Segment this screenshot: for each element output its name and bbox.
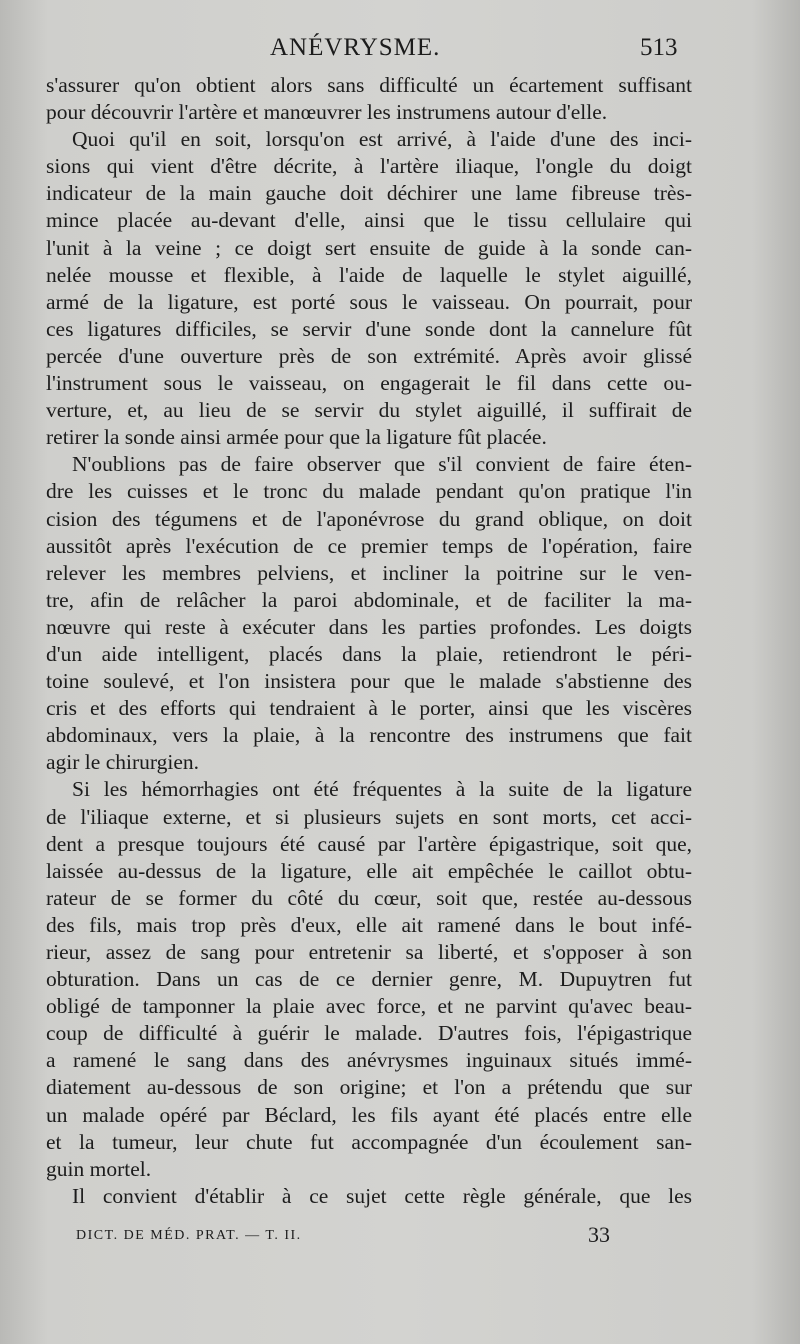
text-line: cision des tégumens et de l'aponévrose du grand oblique, on doit — [46, 506, 692, 531]
signature-mark: DICT. DE MÉD. PRAT. — T. II. — [76, 1228, 302, 1243]
sheet-number: 33 — [588, 1222, 610, 1247]
text-line: tre, afin de relâcher la paroi abdominale, et de faciliter la ma- — [46, 587, 692, 612]
text-line: obturation. Dans un cas de ce dernier genre, M. Dupuytren fut — [46, 967, 692, 992]
text-line: l'instrument sous le vaisseau, on engagerait le fil dans cette ou- — [46, 371, 692, 396]
text-line: rieur, assez de sang pour entretenir sa liberté, et s'opposer à son — [46, 940, 692, 964]
text-line: cris et des efforts qui tendraient à le porter, ainsi que les viscères — [46, 696, 692, 721]
page-number: 513 — [640, 34, 678, 61]
text-line: diatement au-dessous de son origine; et l'on a prétendu que sur — [46, 1075, 692, 1100]
text-line: dent a presque toujours été causé par l'artère épigastrique, soit que, — [46, 831, 692, 856]
text-line: dre les cuisses et le tronc du malade pendant qu'on pratique l'in — [46, 479, 692, 504]
page-footer — [0, 1222, 800, 1252]
text-line: pour découvrir l'artère et manœuvrer les instrumens autour d'elle. — [46, 100, 608, 125]
body-text — [46, 72, 692, 1210]
text-line: et la tumeur, leur chute fut accompagnée d'un écoulement san- — [46, 1129, 692, 1154]
text-line: s'assurer qu'on obtient alors sans difficulté un écartement suffisant — [46, 73, 692, 97]
text-line: Il convient d'établir à ce sujet cette règle générale, que les — [72, 1183, 692, 1208]
text-line: coup de difficulté à guérir le malade. D'autres fois, l'épigastrique — [46, 1021, 692, 1046]
text-line: guin mortel. — [46, 1156, 152, 1181]
page-header — [0, 34, 800, 74]
text-line: a ramené le sang dans des anévrysmes inguinaux situés immé- — [46, 1048, 692, 1073]
running-title: ANÉVRYSME. — [270, 34, 441, 61]
text-line: Quoi qu'il en soit, lorsqu'on est arrivé, à l'aide d'une des inci- — [72, 127, 692, 152]
text-line: laissée au-dessus de la ligature, elle ait empêchée le caillot obtu- — [46, 858, 692, 883]
text-line: nelée mousse et flexible, à l'aide de laquelle le stylet aiguillé, — [46, 262, 692, 287]
text-line: l'unit à la veine ; ce doigt sert ensuite de guide à la sonde can- — [46, 235, 692, 260]
text-line: d'un aide intelligent, placés dans la plaie, retiendront le péri- — [46, 641, 692, 666]
text-line: retirer la sonde ainsi armée pour que la ligature fût placée. — [46, 425, 547, 450]
text-line: abdominaux, vers la plaie, à la rencontre des instrumens que fait — [46, 723, 692, 748]
text-line: ces ligatures difficiles, se servir d'une sonde dont la cannelure fût — [46, 316, 692, 341]
text-line: percée d'une ouverture près de son extrémité. Après avoir glissé — [46, 343, 692, 368]
text-line: un malade opéré par Béclard, les fils ayant été placés entre elle — [46, 1102, 692, 1127]
text-line: sions qui vient d'être décrite, à l'artère iliaque, l'ongle du doigt — [46, 154, 692, 179]
text-line: des fils, mais trop près d'eux, elle ait ramené dans le bout infé- — [46, 912, 692, 937]
text-line: de l'iliaque externe, et si plusieurs sujets en sont morts, cet acci- — [46, 804, 692, 829]
text-line: N'oublions pas de faire observer que s'il convient de faire éten- — [72, 452, 692, 477]
text-line: verture, et, au lieu de se servir du stylet aiguillé, il suffirait de — [46, 398, 692, 423]
text-line: rateur de se former du côté du cœur, soit que, restée au-dessous — [46, 885, 692, 910]
text-line: Si les hémorrhagies ont été fréquentes à la suite de la ligature — [72, 777, 692, 802]
text-line: armé de la ligature, est porté sous le vaisseau. On pourrait, pour — [46, 289, 692, 314]
text-line: toine soulevé, et l'on insistera pour que le malade s'abstienne des — [46, 669, 692, 694]
text-line: obligé de tamponner la plaie avec force, et ne parvint qu'avec beau- — [46, 994, 692, 1019]
text-line: aussitôt après l'exécution de ce premier temps de l'opération, faire — [46, 533, 692, 558]
text-line: agir le chirurgien. — [46, 750, 200, 775]
text-line: indicateur de la main gauche doit déchirer une lame fibreuse très- — [46, 181, 692, 206]
text-line: mince placée au-devant d'elle, ainsi que le tissu cellulaire qui — [46, 208, 692, 233]
text-line: nœuvre qui reste à exécuter dans les parties profondes. Les doigts — [46, 614, 692, 639]
text-line: relever les membres pelviens, et incliner la poitrine sur le ven- — [46, 560, 692, 585]
